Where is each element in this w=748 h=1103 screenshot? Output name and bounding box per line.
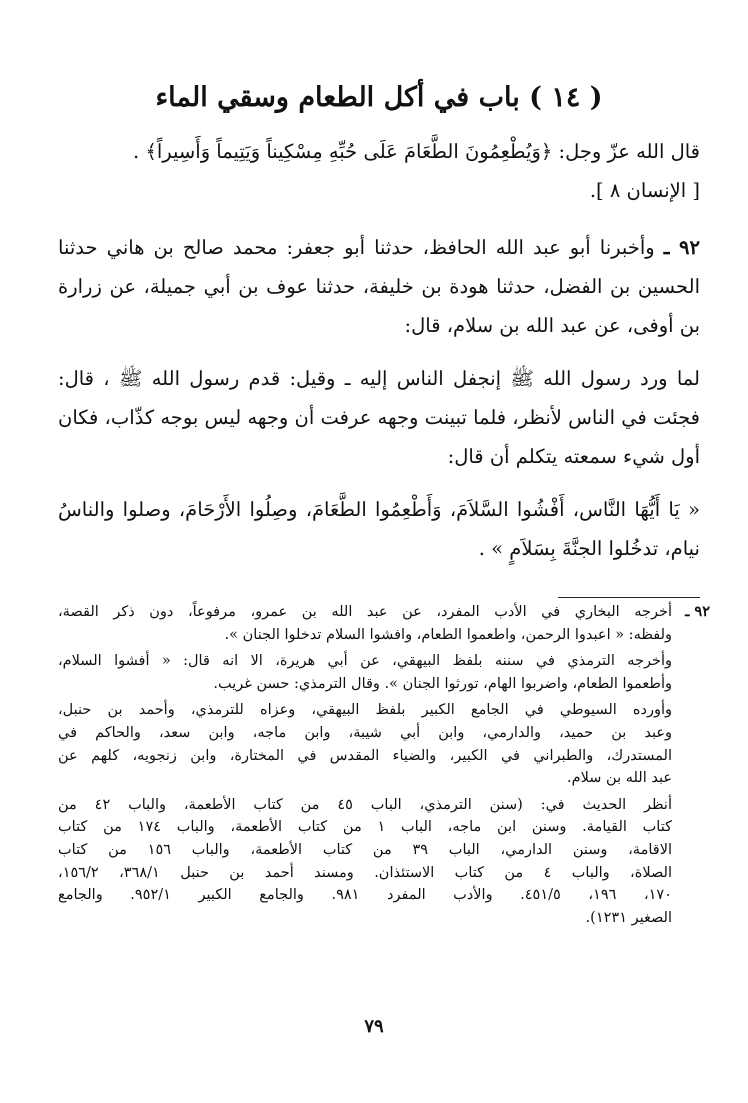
- footnote-line: كتاب القيامة. وسنن ابن ماجه، الباب ١ من كتاب الأطعمة، والباب ١٧٤ من كتاب: [58, 819, 672, 836]
- footnote-line: ولفظه: « اعبدوا الرحمن، واطعموا الطعام، وافشوا السلام تدخلوا الجنان ».: [224, 626, 672, 643]
- footnote-line: وعبد بن حميد، والدارمي، وابن أبي شيبة، وابن ماجه، وابن سعد، والحاكم في: [58, 724, 672, 741]
- footnote-body: [58, 601, 672, 929]
- hadith-isnad: [58, 228, 700, 345]
- footnote-line: الصلاة، والباب ٤ من كتاب الاستئذان. ومسند أحمد بن حنبل ٣٦٨/١، ١٥٦/٢،: [58, 864, 672, 881]
- hadith-number: ٩٢ ـ: [663, 236, 700, 259]
- footnote-line: وأورده السيوطي في الجامع الكبير بلفظ البيهقي، وعزاه للترمذي، وأحمد بن حنبل،: [58, 702, 672, 719]
- footnote-divider: [558, 597, 700, 598]
- footnote-line: أنظر الحديث في: (سنن الترمذي، الباب ٤٥ من كتاب الأطعمة، والباب ٤٢ من: [58, 796, 672, 813]
- footnote-92: [58, 601, 712, 929]
- footnote-line: وأخرجه الترمذي في سننه بلفظ البيهقي، عن أبي هريرة، الا انه قال: « أفشوا السلام،: [58, 653, 672, 670]
- hadith-text: « يَا أَيُّهَا النَّاس، أَفْشُوا السَّلاَمَ، وَأَطْعِمُوا الطَّعَامَ، وصِلُوا الأَرْحَامَ، وصلوا والناسُ نيام، تدخُلوا الجنَّةَ بِسَلاَمٍ » .: [58, 498, 700, 560]
- verse-text: قال الله عزّ وجل: ﴿وَيُطْعِمُونَ الطَّعَامَ عَلَى حُبِّهِ مِسْكِيناً وَيَتِيماً وَأَسِيراً﴾ .: [133, 140, 700, 163]
- footnote-line: ١٧٠، ١٩٦، ٤٥١/٥. والأدب المفرد ٩٨١. والجامع الكبير ٩٥٢/١. والجامع: [58, 887, 672, 904]
- footnote-line: الاقامة، وسنن الدارمي، الباب ٣٩ من كتاب الأطعمة، والباب ١٥٦ من كتاب: [58, 841, 672, 858]
- verse-reference: [ الإنسان ٨ ].: [589, 179, 700, 202]
- footnote-paragraph: [58, 601, 672, 646]
- hadith-narrative: لما ورد رسول الله ﷺ إنجفل الناس إليه ـ وقيل: قدم رسول الله ﷺ ، قال: فجئت في الناس لأنظر، فلما تبينت وجهه عرفت أن وجهه ليس بوجه كذّاب، فكان أول شيء سمعته يتكلم أن قال:: [58, 367, 700, 468]
- footnote-line: أخرجه البخاري في الأدب المفرد، عن عبد الله بن عمرو، مرفوعاً، دون ذكر القصة،: [58, 604, 672, 620]
- footnotes: [58, 601, 712, 929]
- isnad-text: وأخبرنا أبو عبد الله الحافظ، حدثنا أبو جعفر: محمد صالح بن هاني حدثنا الحسين بن الفضل، حدثنا هودة بن خليفة، حدثنا عوف بن أبي جميلة، عن زرارة بن أوفى، عن عبد الله بن سلام، قال:: [58, 236, 700, 337]
- page-number: ٧٩: [364, 1016, 384, 1037]
- footnote-line: وأطعموا الطعام، واضربوا الهام، تورثوا الجنان ». وقال الترمذي: حسن غريب.: [213, 675, 672, 692]
- footnote-paragraph: [58, 650, 672, 695]
- footnote-paragraph: [58, 699, 672, 789]
- footnote-marker: ٩٢ ـ: [685, 603, 710, 620]
- footnote-line: المستدرك، والطبراني في الكبير، والضياء المقدس في المختارة، وابن زنجويه، كلهم عن: [58, 747, 672, 764]
- footnote-line: عبد الله بن سلام.: [567, 770, 672, 787]
- verse-intro: [58, 132, 700, 210]
- page-body: [58, 78, 700, 568]
- chapter-title: ( ١٤ ) باب في أكل الطعام وسقي الماء: [155, 82, 603, 113]
- footnote-paragraph: [58, 794, 672, 930]
- footnote-line: الصغير ١٢٣١).: [585, 909, 672, 926]
